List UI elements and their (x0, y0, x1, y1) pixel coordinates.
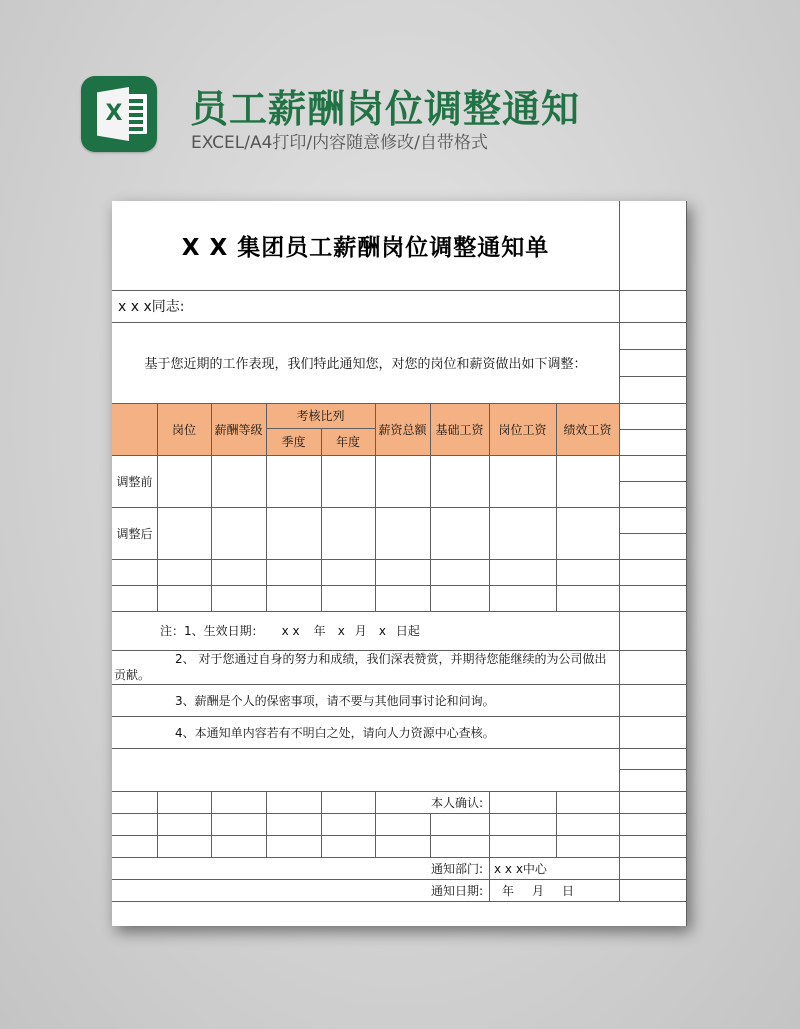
right-column-divider (619, 349, 687, 350)
note-1[interactable] (160, 611, 610, 650)
note-2-line-2: 贡献。 (114, 667, 151, 682)
header-position-salary[interactable]: 岗位工资 (498, 422, 547, 437)
note-2-line-1[interactable]: 2、 对于您通过自身的努力和成绩，我们深表赞赏，并期待您能继续的为公司做出 (175, 651, 607, 666)
header-position[interactable]: 岗位 (171, 422, 196, 437)
row-divider (112, 748, 687, 749)
salutation[interactable]: x x x同志: (118, 299, 185, 315)
app-title: 员工薪酬岗位调整通知 (190, 87, 581, 131)
spreadsheet-page (112, 201, 687, 926)
right-column-divider (619, 429, 687, 430)
header-salary-grade[interactable]: 薪酬等级 (214, 422, 263, 437)
notify-date-label: 通知日期: (430, 883, 483, 898)
right-column-divider (619, 533, 687, 534)
note-4[interactable]: 4、本通知单内容若有不明白之处，请向人力资源中心查核。 (175, 725, 495, 740)
header-annual[interactable]: 年度 (335, 435, 360, 449)
notify-dept-label: 通知部门: (430, 861, 483, 876)
note-1-month: 月 (354, 624, 367, 638)
date-year: 年 (502, 883, 515, 898)
row-divider (112, 835, 687, 836)
app-subtitle: EXCEL/A4打印/内容随意修改/自带格式 (191, 133, 488, 153)
row-divider (112, 585, 687, 586)
column-divider (157, 791, 158, 857)
row-divider (112, 901, 687, 902)
note-1-year-value: x x (281, 623, 300, 638)
row-label-before[interactable]: 调整前 (116, 474, 153, 489)
header-total-salary[interactable]: 薪资总额 (378, 422, 427, 437)
column-divider (489, 791, 490, 901)
column-divider (211, 791, 212, 857)
note-1-month-value: x (337, 623, 345, 638)
row-divider (112, 507, 687, 508)
confirm-label: 本人确认: (430, 795, 483, 810)
right-column-divider (619, 376, 687, 377)
notify-dept-value[interactable]: x x x中心 (494, 861, 547, 876)
header-blank (112, 403, 157, 455)
right-column-divider (619, 481, 687, 482)
row-divider (112, 559, 687, 560)
excel-letter: X (105, 101, 123, 126)
document-title: X X 集团员工薪酬岗位调整通知单 (181, 235, 550, 261)
column-divider (321, 791, 322, 857)
date-month: 月 (532, 883, 545, 898)
note-1-prefix: 注：1、生效日期： (160, 624, 264, 638)
row-divider (112, 813, 687, 814)
column-divider (619, 201, 620, 901)
header-performance-salary[interactable]: 绩效工资 (563, 422, 612, 437)
header-quarterly[interactable]: 季度 (281, 435, 306, 449)
header-base-salary[interactable]: 基础工资 (435, 422, 484, 437)
right-column-divider (619, 769, 687, 770)
row-divider (112, 455, 687, 456)
column-divider (321, 428, 322, 611)
row-label-after[interactable]: 调整后 (116, 526, 153, 541)
note-1-day-value: x (378, 623, 386, 638)
note-1-year: 年 (313, 624, 326, 638)
note-1-day: 日起 (395, 624, 420, 638)
note-3[interactable]: 3、薪酬是个人的保密事项，请不要与其他同事讨论和问询。 (175, 693, 495, 708)
page-border (686, 201, 687, 926)
intro-text[interactable]: 基于您近期的工作表现，我们特此通知您，对您的岗位和薪资做出如下调整： (144, 357, 587, 372)
column-divider (266, 791, 267, 857)
column-divider (430, 813, 431, 857)
header-assessment-ratio[interactable]: 考核比列 (296, 409, 345, 423)
date-day: 日 (562, 883, 575, 898)
column-divider (556, 791, 557, 857)
notify-date-value[interactable] (502, 879, 622, 901)
excel-icon (81, 76, 157, 152)
